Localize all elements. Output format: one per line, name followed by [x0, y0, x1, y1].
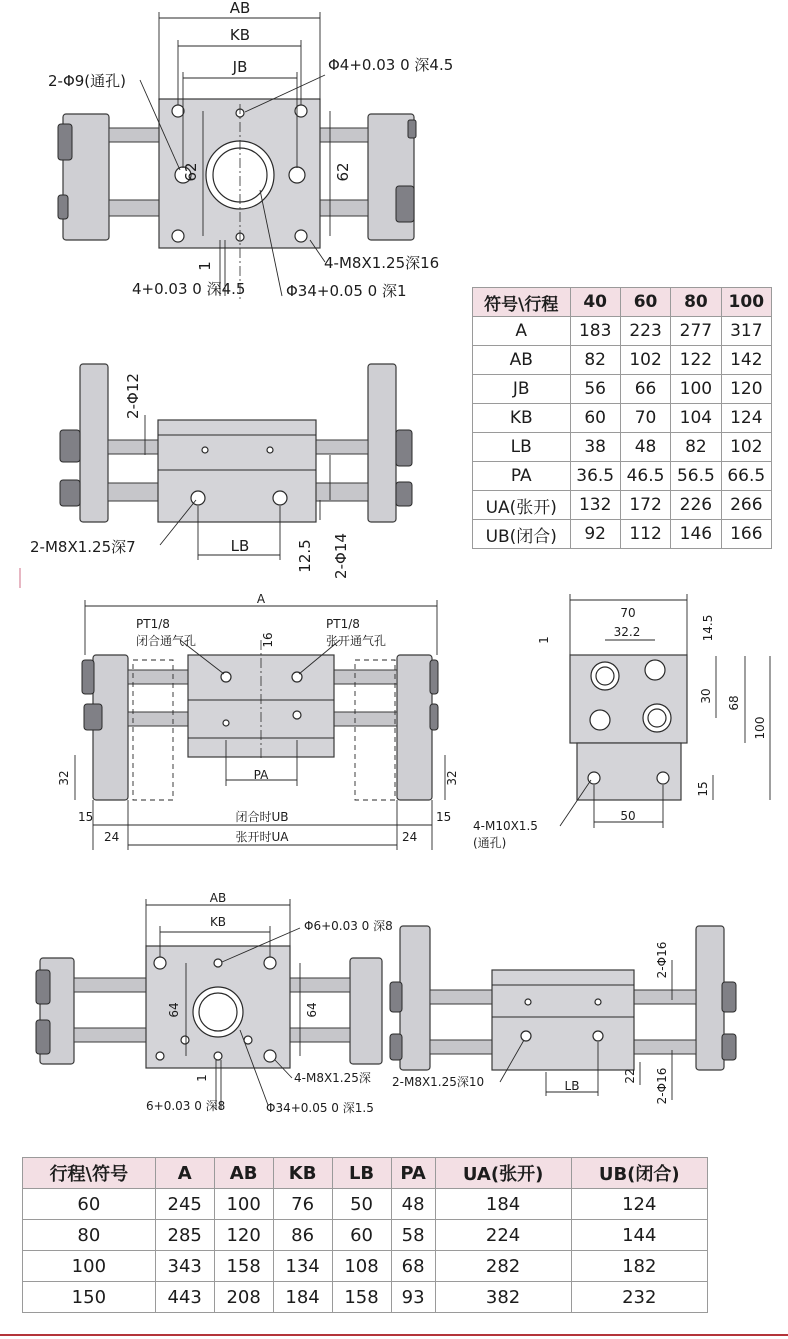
tap-holes-label-2: 4-M8X1.25深	[294, 1071, 371, 1085]
table-cell: 443	[155, 1282, 214, 1313]
table-cell: 56.5	[671, 462, 721, 491]
dim-70-label: 70	[620, 606, 636, 620]
drawing6-side-view	[390, 926, 736, 1100]
dim-14-5-label: 14.5	[701, 614, 715, 642]
table-cell: 382	[435, 1282, 571, 1313]
margin-marker	[19, 568, 21, 588]
table-cell: UA(张开)	[473, 491, 571, 520]
table-cell: 158	[214, 1251, 273, 1282]
table-cell: 172	[620, 491, 670, 520]
table-cell: LB	[473, 433, 571, 462]
table-cell: 102	[721, 433, 771, 462]
table-row	[473, 375, 772, 404]
through-holes-label: 2-Φ9(通孔)	[48, 72, 127, 90]
dim-24-right-label: 24	[402, 830, 418, 844]
tap-holes-label: 4-M8X1.25深16	[324, 254, 440, 272]
dim-kb-label-2: KB	[209, 915, 227, 929]
table-cell: 82	[671, 433, 721, 462]
table-header-cell: 40	[570, 288, 620, 317]
dim-ua-label: 张开时UA	[235, 830, 289, 844]
table-cell: 58	[391, 1220, 435, 1251]
table-cell: 266	[721, 491, 771, 520]
table-row	[23, 1282, 708, 1313]
table-cell: 150	[23, 1282, 156, 1313]
rod-top-label-2: 2-Φ16	[655, 941, 669, 979]
table-cell: 124	[721, 404, 771, 433]
dim-1-label-2: 1	[195, 1074, 209, 1082]
dim-15-left-label: 15	[78, 810, 94, 824]
table-cell: 132	[570, 491, 620, 520]
pin-hole-top-label: Φ4+0.03 0 深4.5	[328, 56, 454, 74]
table-row	[473, 404, 772, 433]
dim-32-right-label: 32	[445, 770, 459, 786]
table-cell: 56	[570, 375, 620, 404]
table-cell: 38	[570, 433, 620, 462]
dim-64-right-label: 64	[305, 1002, 319, 1018]
drawing2-side-view	[60, 364, 412, 560]
table-header-cell: LB	[332, 1158, 391, 1189]
dim-pa-label: PA	[253, 768, 269, 782]
bottom-rule	[0, 1334, 788, 1336]
pin-hole-bottom-label-2: 6+0.03 0 深8	[146, 1099, 226, 1113]
table-cell: 100	[671, 375, 721, 404]
dim-lb-label-2: LB	[564, 1079, 580, 1093]
table-cell: 80	[23, 1220, 156, 1251]
table-cell: 60	[332, 1220, 391, 1251]
table-header-cell: AB	[214, 1158, 273, 1189]
table-cell: 144	[571, 1220, 708, 1251]
dim-kb-label: KB	[229, 26, 251, 44]
table-header-cell: 60	[620, 288, 670, 317]
table-cell: 282	[435, 1251, 571, 1282]
dim-1-end-label: 1	[537, 636, 551, 644]
rod-bottom-label-2: 2-Φ16	[655, 1067, 669, 1105]
table-cell: 343	[155, 1251, 214, 1282]
side-tap-label: 2-M8X1.25深7	[30, 538, 136, 556]
table-cell: 184	[435, 1189, 571, 1220]
table-cell: 86	[273, 1220, 332, 1251]
table-cell: 142	[721, 346, 771, 375]
table-cell: 317	[721, 317, 771, 346]
table-row	[473, 317, 772, 346]
port-left-name: 闭合通气孔	[136, 634, 197, 648]
table-cell: 224	[435, 1220, 571, 1251]
table-header-cell: UA(张开)	[435, 1158, 571, 1189]
end-tap-label: 4-M10X1.5	[473, 819, 538, 833]
table-cell: 104	[671, 404, 721, 433]
table-cell: 82	[570, 346, 620, 375]
spec-table-large	[22, 1157, 708, 1313]
table-cell: 208	[214, 1282, 273, 1313]
table-cell: 100	[23, 1251, 156, 1282]
table-cell: 70	[620, 404, 670, 433]
table-cell: 93	[391, 1282, 435, 1313]
dim-lb-label: LB	[230, 537, 250, 555]
rod-bottom-label: 2-Φ14	[332, 533, 350, 579]
table-cell: 102	[620, 346, 670, 375]
table-cell: 232	[571, 1282, 708, 1313]
table-cell: 100	[214, 1189, 273, 1220]
table-header-row	[473, 288, 772, 317]
table-header-row	[23, 1158, 708, 1189]
table-cell: 277	[671, 317, 721, 346]
dim-1-label: 1	[196, 261, 214, 271]
dim-50-label: 50	[620, 809, 636, 823]
table-cell: 92	[570, 520, 620, 549]
table-header-cell: PA	[391, 1158, 435, 1189]
table-cell: 245	[155, 1189, 214, 1220]
table-cell: AB	[473, 346, 571, 375]
bore-label: Φ34+0.05 0 深1	[286, 282, 407, 300]
table-row	[473, 433, 772, 462]
table-cell: 68	[391, 1251, 435, 1282]
dim-12-5-label: 12.5	[296, 539, 314, 573]
dim-62-left-label: 62	[182, 162, 200, 182]
dim-jb-label: JB	[232, 58, 248, 76]
table-cell: 166	[721, 520, 771, 549]
table-cell: 285	[155, 1220, 214, 1251]
bore-label-2: Φ34+0.05 0 深1.5	[266, 1101, 374, 1115]
dim-68-label: 68	[727, 695, 741, 711]
table-header-cell: UB(闭合)	[571, 1158, 708, 1189]
dim-32-2-label: 32.2	[613, 625, 641, 639]
table-row	[473, 520, 772, 549]
dim-22-label: 22	[623, 1068, 637, 1084]
table-row	[473, 346, 772, 375]
table-header-cell: 100	[721, 288, 771, 317]
table-cell: JB	[473, 375, 571, 404]
dim-15-end-label: 15	[696, 781, 710, 797]
dim-15-right-label: 15	[436, 810, 452, 824]
table-header-cell: KB	[273, 1158, 332, 1189]
side-tap-label-2: 2-M8X1.25深10	[392, 1075, 485, 1089]
dim-16-label: 16	[261, 632, 275, 648]
spec-table-small	[472, 287, 772, 549]
dim-30-label: 30	[699, 688, 713, 704]
dim-ub-label: 闭合时UB	[235, 810, 289, 824]
port-right-size: PT1/8	[326, 617, 360, 631]
rod-top-label: 2-Φ12	[124, 373, 142, 419]
table-cell: 48	[391, 1189, 435, 1220]
table-cell: 60	[23, 1189, 156, 1220]
table-header-cell: 符号\行程	[473, 288, 571, 317]
end-tap-note: (通孔)	[473, 836, 507, 850]
table-cell: 66	[620, 375, 670, 404]
table-cell: 66.5	[721, 462, 771, 491]
pin-hole-bottom-label: 4+0.03 0 深4.5	[132, 280, 246, 298]
table-cell: 112	[620, 520, 670, 549]
table-row	[23, 1220, 708, 1251]
table-cell: 76	[273, 1189, 332, 1220]
table-cell: 122	[671, 346, 721, 375]
table-header-cell: A	[155, 1158, 214, 1189]
dim-64-left-label: 64	[167, 1002, 181, 1018]
table-cell: 183	[570, 317, 620, 346]
table-cell: 146	[671, 520, 721, 549]
dim-32-left-label: 32	[57, 770, 71, 786]
table-row	[23, 1189, 708, 1220]
table-cell: A	[473, 317, 571, 346]
table-cell: UB(闭合)	[473, 520, 571, 549]
dim-100-label: 100	[753, 716, 767, 740]
table-row	[23, 1251, 708, 1282]
table-cell: 226	[671, 491, 721, 520]
table-cell: 50	[332, 1189, 391, 1220]
dim-a-label: A	[256, 592, 266, 606]
table-row	[473, 491, 772, 520]
table-cell: 46.5	[620, 462, 670, 491]
table-cell: 36.5	[570, 462, 620, 491]
dim-62-right-label: 62	[334, 162, 352, 182]
pin-hole-top-label-2: Φ6+0.03 0 深8	[304, 919, 393, 933]
table-cell: 158	[332, 1282, 391, 1313]
table-cell: 120	[721, 375, 771, 404]
table-cell: 223	[620, 317, 670, 346]
port-right-name: 张开通气孔	[326, 634, 387, 648]
table-cell: 120	[214, 1220, 273, 1251]
table-cell: 134	[273, 1251, 332, 1282]
table-cell: KB	[473, 404, 571, 433]
table-cell: 184	[273, 1282, 332, 1313]
dim-ab-label: AB	[229, 0, 251, 17]
table-row	[473, 462, 772, 491]
table-cell: PA	[473, 462, 571, 491]
table-cell: 60	[570, 404, 620, 433]
dim-ab-label-2: AB	[209, 891, 227, 905]
table-cell: 182	[571, 1251, 708, 1282]
table-header-cell: 行程\符号	[23, 1158, 156, 1189]
port-left-size: PT1/8	[136, 617, 170, 631]
table-header-cell: 80	[671, 288, 721, 317]
table-cell: 124	[571, 1189, 708, 1220]
table-cell: 108	[332, 1251, 391, 1282]
dim-24-left-label: 24	[104, 830, 120, 844]
table-cell: 48	[620, 433, 670, 462]
